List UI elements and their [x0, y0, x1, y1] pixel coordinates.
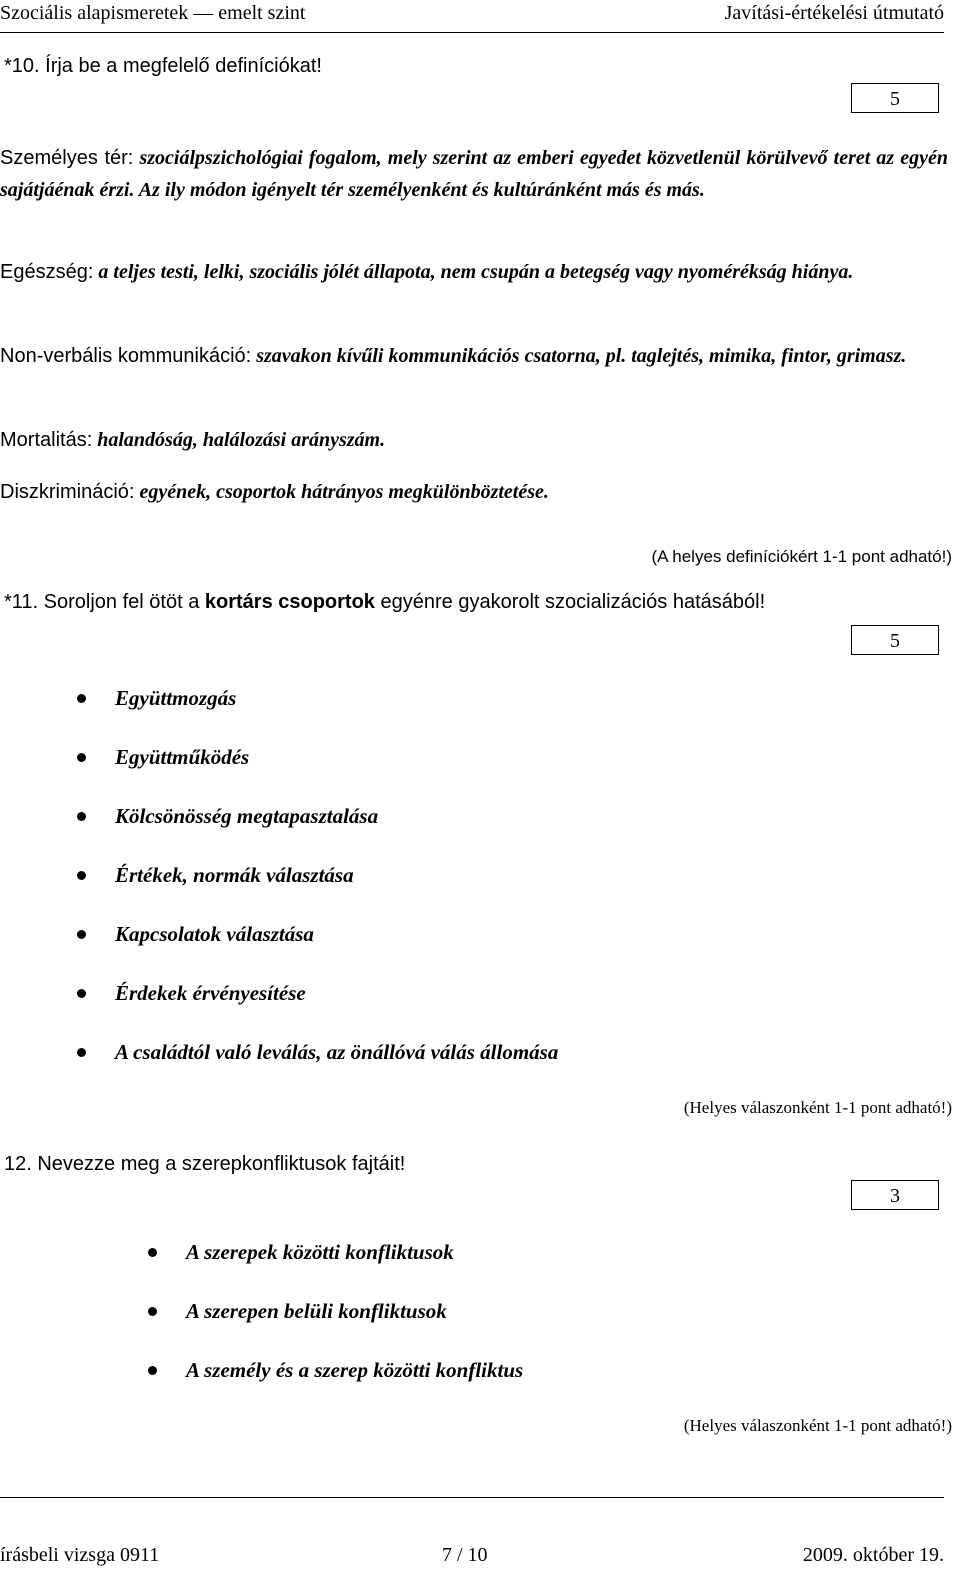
question-12-answer-list: [148, 1237, 928, 1414]
list-item: [77, 742, 937, 801]
question-10-scoring-note: (A helyes definíciókért 1-1 pont adható!): [651, 547, 952, 566]
footer-exam-id: írásbeli vizsga 0911: [0, 1544, 160, 1566]
answer-text: A személy és a szerep közötti konfliktus: [186, 1358, 524, 1382]
definition-non-verbalis: [0, 340, 948, 372]
bullet-icon: [77, 812, 86, 821]
bullet-icon: [77, 1048, 86, 1057]
question-11-prefix: *11. Soroljon fel ötöt a: [4, 591, 205, 613]
bullet-icon: [77, 753, 86, 762]
bullet-icon: [77, 694, 86, 703]
header-subject: Szociális alapismeretek — emelt szint: [0, 2, 306, 24]
list-item: [77, 919, 937, 978]
answer-text: A családtól való leválás, az önállóvá válás állomása: [115, 1040, 559, 1064]
question-11-keyword: kortárs csoportok: [204, 591, 375, 613]
definition-text: halandóság, halálozási arányszám.: [97, 429, 386, 451]
definition-szemelyes-ter: [0, 142, 948, 206]
question-10-title: *10. Írja be a megfelelő definíciókat!: [4, 55, 322, 77]
definition-text: a teljes testi, lelki, szociális jólét állapota, nem csupán a betegség vagy nyomérékság hiánya.: [98, 261, 854, 283]
answer-text: Érdekek érvényesítése: [115, 981, 306, 1005]
definition-text: egyének, csoportok hátrányos megkülönböztetése.: [139, 481, 549, 503]
definition-term: Mortalitás:: [0, 429, 93, 451]
question-11-suffix: egyénre gyakorolt szocializációs hatásából!: [374, 591, 766, 613]
bullet-icon: [148, 1307, 157, 1316]
answer-text: Együttmozgás: [115, 686, 237, 710]
definition-term: Non-verbális kommunikáció:: [0, 345, 252, 367]
answer-text: Együttműködés: [115, 745, 250, 769]
list-item: [77, 1037, 937, 1096]
list-item: [77, 801, 937, 860]
page-footer: [0, 1544, 944, 1574]
answer-text: A szerepen belüli konfliktusok: [186, 1299, 447, 1323]
list-item: [77, 860, 937, 919]
list-item: [77, 978, 937, 1037]
definition-diszkriminacio: [0, 476, 948, 508]
answer-text: Kapcsolatok választása: [115, 922, 314, 946]
definition-term: Diszkrimináció:: [0, 481, 135, 503]
question-12-scoring-note: (Helyes válaszonként 1-1 pont adható!): [683, 1416, 952, 1435]
bullet-icon: [148, 1248, 157, 1257]
footer-divider: [0, 1497, 944, 1498]
header-doc-type: Javítási-értékelési útmutató: [724, 2, 944, 24]
answer-text: A szerepek közötti konfliktusok: [186, 1240, 454, 1264]
list-item: [148, 1237, 928, 1296]
definition-text: szavakon kívűli kommunikációs csatorna, pl. taglejtés, mimika, fintor, grimasz.: [256, 345, 907, 367]
list-item: [148, 1296, 928, 1355]
question-12-title: 12. Nevezze meg a szerepkonfliktusok fajtáit!: [4, 1153, 406, 1175]
question-11-scoring-note: (Helyes válaszonként 1-1 pont adható!): [683, 1098, 952, 1117]
answer-text: Kölcsönösség megtapasztalása: [115, 804, 379, 828]
definition-term: Egészség:: [0, 261, 94, 283]
bullet-icon: [77, 871, 86, 880]
list-item: [77, 683, 937, 742]
question-11-title: [4, 590, 765, 614]
definition-egeszseg: [0, 256, 948, 288]
bullet-icon: [77, 930, 86, 939]
question-11-score-box: 5: [851, 625, 939, 655]
bullet-icon: [148, 1366, 157, 1375]
header-divider: [0, 32, 944, 33]
answer-text: Értékek, normák választása: [115, 863, 354, 887]
question-11-answer-list: [77, 683, 937, 1096]
question-12-score-box: 3: [851, 1180, 939, 1210]
footer-date: 2009. október 19.: [802, 1544, 944, 1566]
definition-term: Személyes tér:: [0, 147, 134, 169]
bullet-icon: [77, 989, 86, 998]
footer-page-number: 7 / 10: [442, 1544, 488, 1566]
definition-text: szociálpszichológiai fogalom, mely szerint az emberi egyedet közvetlenül körülvevő teret az egyén sajátjáénak érzi. Az ily módon igényelt tér személyenként és kultúránként más és más.: [0, 147, 949, 201]
page-header: [0, 2, 944, 30]
definition-mortalitas: [0, 424, 948, 456]
list-item: [148, 1355, 928, 1414]
question-10-score-box: 5: [851, 83, 939, 113]
